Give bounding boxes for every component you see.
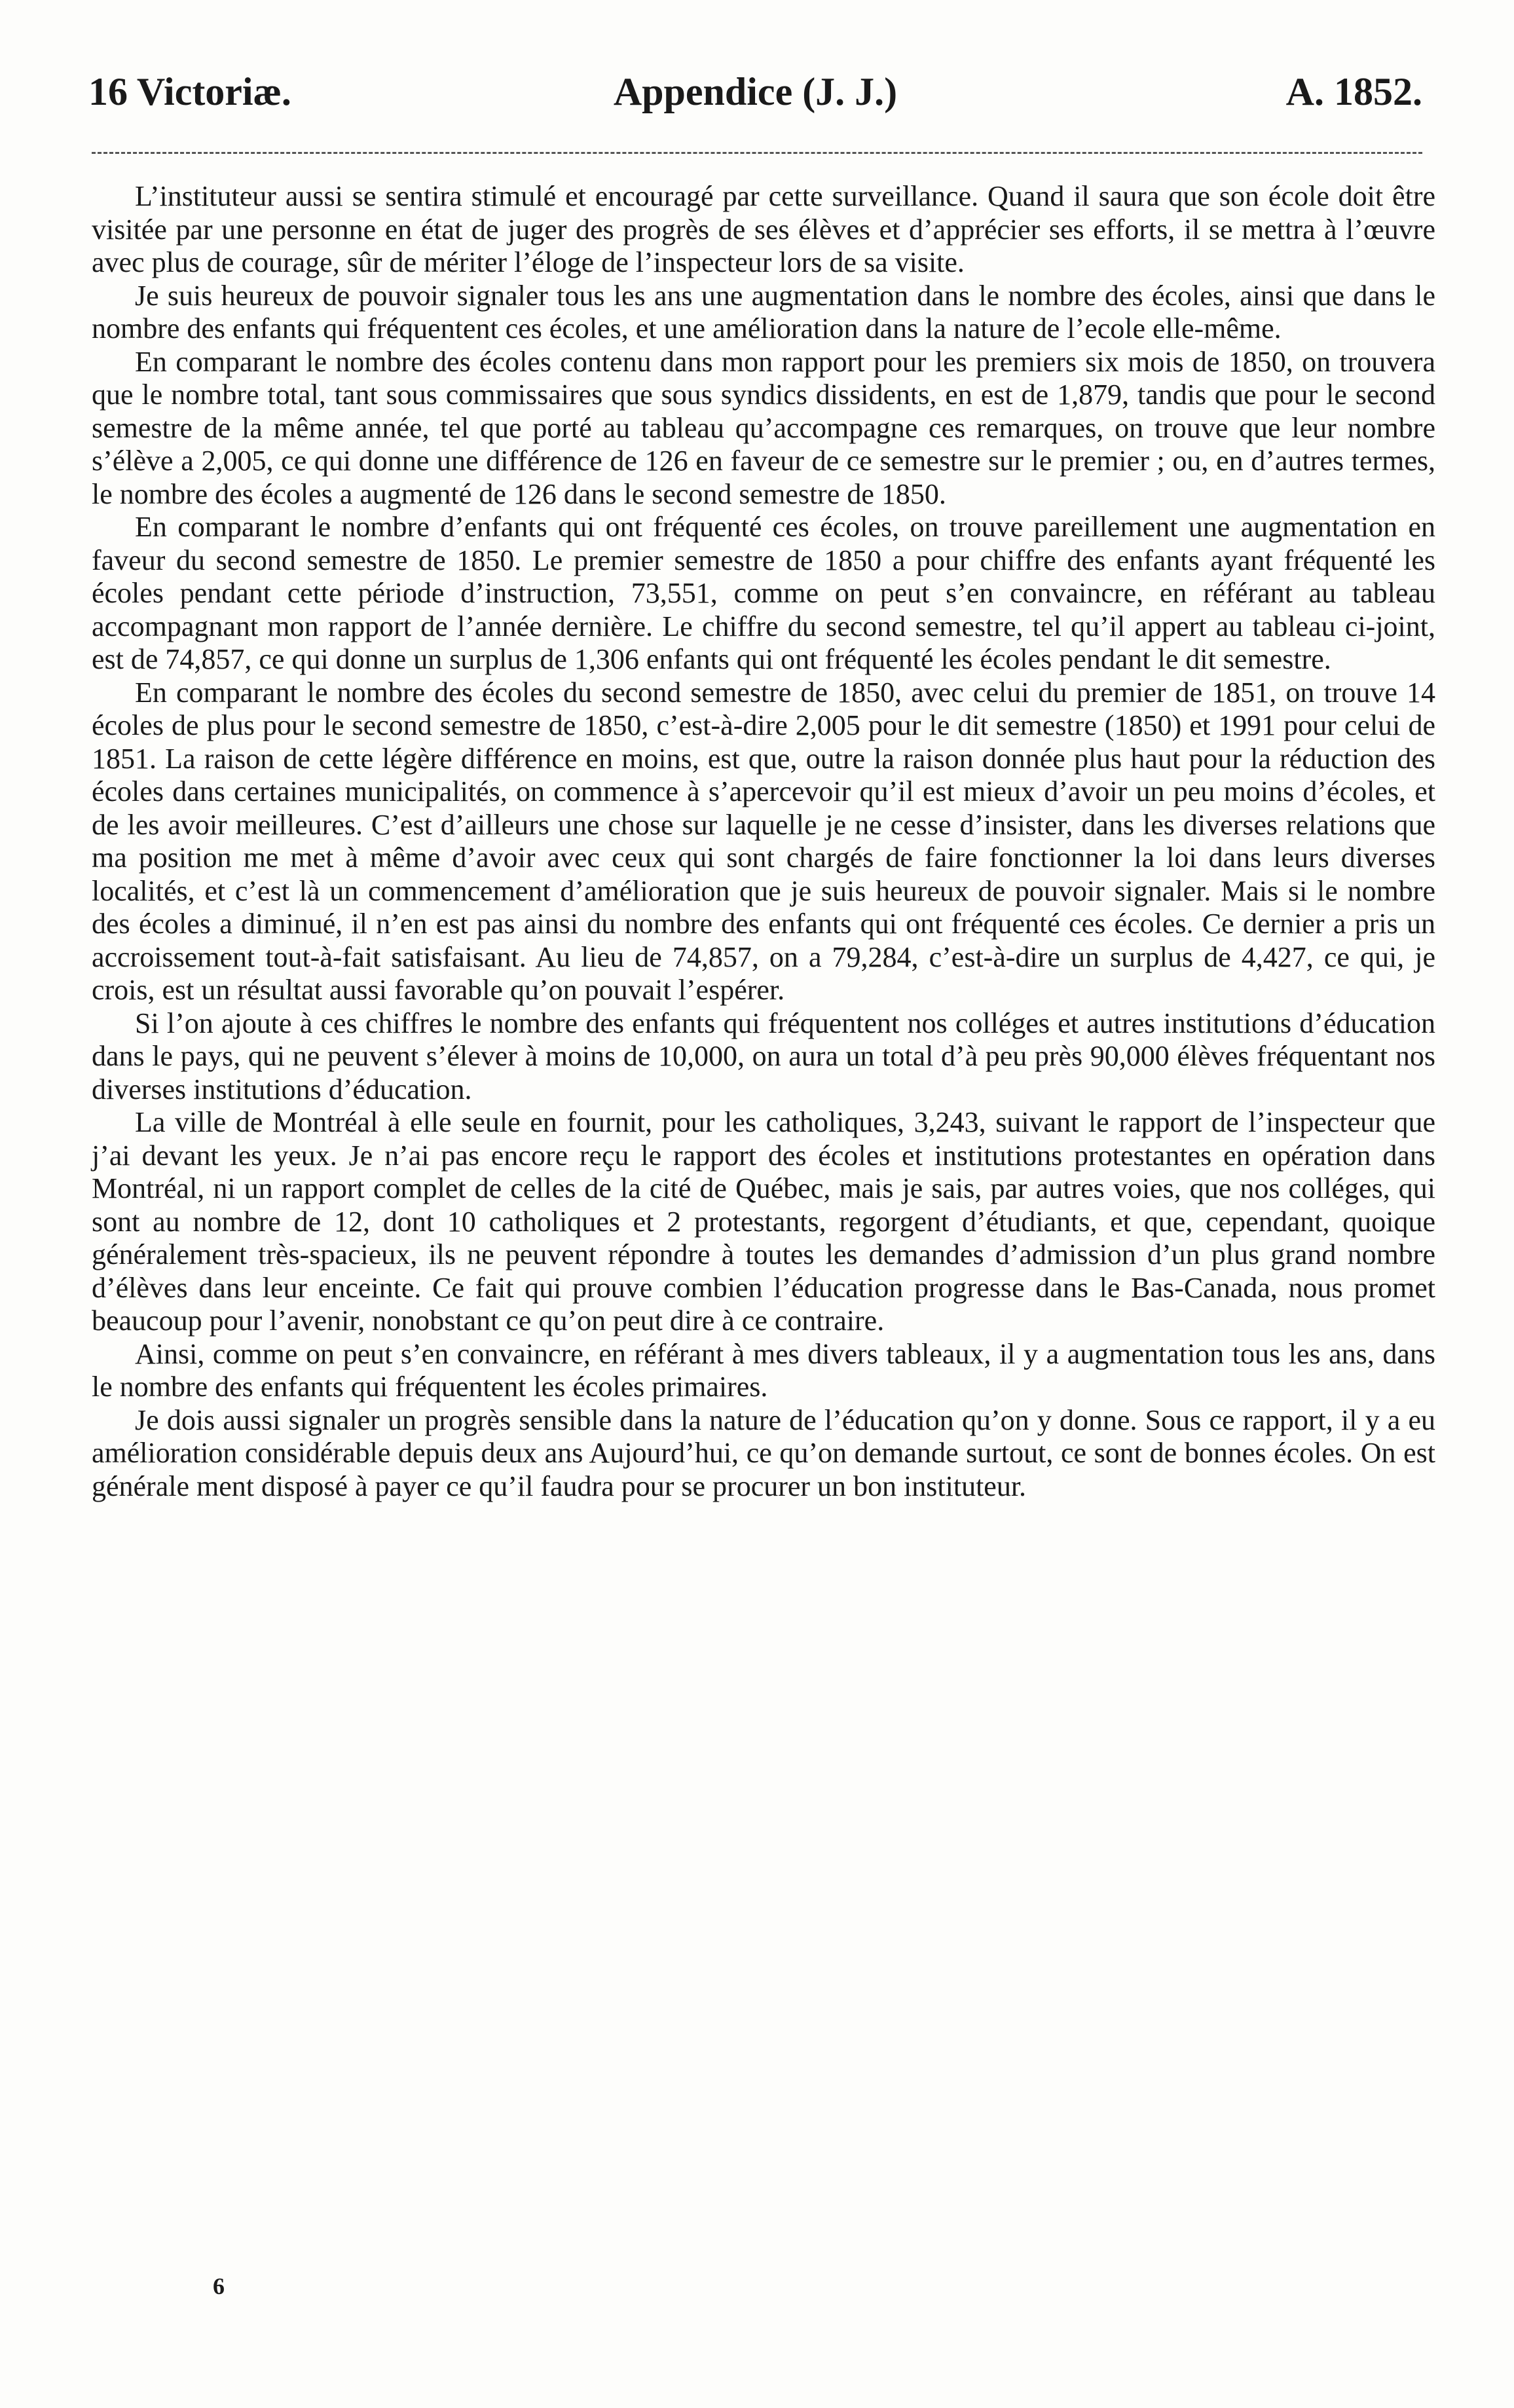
header-rule [92, 152, 1422, 154]
header-session: 16 Victoriæ. [88, 70, 291, 113]
paragraph: En comparant le nombre des écoles du second semestre de 1850, avec celui du premier de 1851, on trouve 14 écoles de plus pour le second semestre de 1850, c’est-à-dire 2,005 pour le dit semestre (1850) et 1991 pour celui de 1851. La raison de cette légère différence en moins, est que, outre la raison donnée plus haut pour la réduction des écoles dans certaines municipalités, on commence à s’apercevoir qu’il est mieux d’avoir un peu moins d’écoles, et de les avoir meilleures. C’est d’ailleurs une chose sur laquelle je ne cesse d’insister, dans les diverses relations que ma position me met à même d’avoir avec ceux qui sont chargés de faire fonctionner la loi dans leurs diverses localités, et c’est là un commencement d’amélioration que je suis heureux de pouvoir signaler. Mais si le nombre des écoles a diminué, il n’en est pas ainsi du nombre des enfants qui ont fréquenté ces écoles. Ce dernier a pris un accroissement tout-à-fait satisfaisant. Au lieu de 74,857, on a 79,284, c’est-à-dire un surplus de 4,427, ce qui, je crois, est un résultat aussi favorable qu’on pouvait l’espérer. [92, 676, 1435, 1006]
paragraph: La ville de Montréal à elle seule en fournit, pour les catholiques, 3,243, suivant le rapport de l’inspecteur que j’ai devant les yeux. Je n’ai pas encore reçu le rapport des écoles et institutions protestantes en opération dans Montréal, ni un rapport complet de celles de la cité de Québec, mais je sais, par autres voies, que nos colléges, qui sont au nombre de 12, dont 10 catholiques et 2 protestants, regorgent d’étudiants, et que, cependant, quoique généralement très-spacieux, ils ne peuvent répondre à toutes les demandes d’admission d’un plus grand nombre d’élèves dans leur enceinte. Ce fait qui prouve combien l’éducation progresse dans le Bas-Canada, nous promet beaucoup pour l’avenir, nonobstant ce qu’on peut dire à ce contraire. [92, 1106, 1435, 1337]
body-text [92, 180, 1435, 1503]
page-header [88, 62, 1422, 121]
paragraph: L’instituteur aussi se sentira stimulé et encouragé par cette surveillance. Quand il saura que son école doit être visitée par une personne en état de juger des progrès de ses élèves et d’apprécier ses efforts, il se mettra à l’œuvre avec plus de courage, sûr de mériter l’éloge de l’inspecteur lors de sa visite. [92, 180, 1435, 278]
paragraph: Ainsi, comme on peut s’en convaincre, en référant à mes divers tableaux, il y a augmentation tous les ans, dans le nombre des enfants qui fréquentent les écoles primaires. [92, 1337, 1435, 1403]
paragraph: Je suis heureux de pouvoir signaler tous les ans une augmentation dans le nombre des écoles, ainsi que dans le nombre des enfants qui fréquentent ces écoles, et une amélioration dans la nature de l’ecole elle-même. [92, 279, 1435, 344]
paragraph: Si l’on ajoute à ces chiffres le nombre des enfants qui fréquentent nos colléges et autres institutions d’éducation dans le pays, qui ne peuvent s’élever à moins de 10,000, on aura un total d’à peu près 90,000 élèves fréquentant nos diverses institutions d’éducation. [92, 1007, 1435, 1105]
page-number: 6 [213, 2273, 225, 2299]
header-appendix: Appendice (J. J.) [613, 70, 898, 113]
paragraph: En comparant le nombre d’enfants qui ont fréquenté ces écoles, on trouve pareillement une augmentation en faveur du second semestre de 1850. Le premier semestre de 1850 a pour chiffre des enfants ayant fréquenté les écoles pendant cette période d’instruction, 73,551, comme on peut s’en convaincre, en référant au tableau accompagnant mon rapport de l’année dernière. Le chiffre du second semestre, tel qu’il appert au tableau ci-joint, est de 74,857, ce qui donne un surplus de 1,306 enfants qui ont fréquenté les écoles pendant le dit semestre. [92, 511, 1435, 675]
paragraph: Je dois aussi signaler un progrès sensible dans la nature de l’éducation qu’on y donne. Sous ce rapport, il y a eu amélioration considérable depuis deux ans Aujourd’hui, ce qu’on demande surtout, ce sont de bonnes écoles. On est générale ment disposé à payer ce qu’il faudra pour se procurer un bon instituteur. [92, 1403, 1435, 1502]
header-year: A. 1852. [1285, 70, 1422, 113]
paragraph: En comparant le nombre des écoles contenu dans mon rapport pour les premiers six mois de 1850, on trouvera que le nombre total, tant sous commissaires que sous syndics dissidents, en est de 1,879, tandis que pour le second semestre de la même année, tel que porté au tableau qu’accompagne ces remarques, on trouve que leur nombre s’élève a 2,005, ce qui donne une différence de 126 en faveur de ce semestre sur le premier ; ou, en d’autres termes, le nombre des écoles a augmenté de 126 dans le second semestre de 1850. [92, 345, 1435, 510]
